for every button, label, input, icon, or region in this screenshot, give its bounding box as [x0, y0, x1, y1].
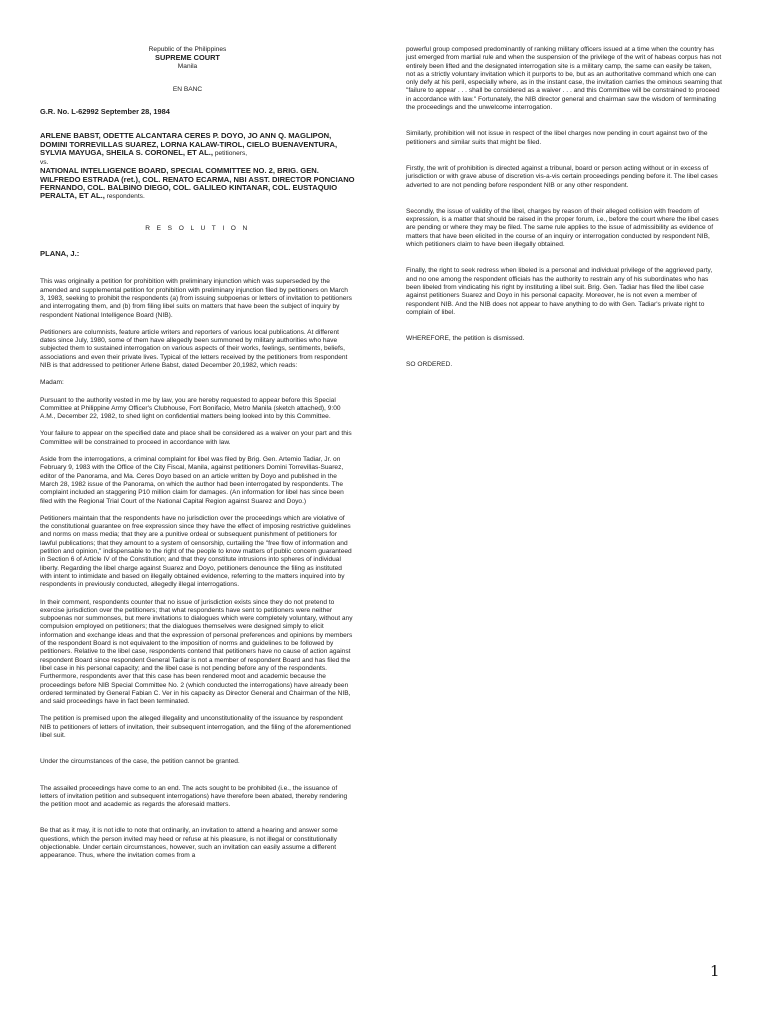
respondents-names: NATIONAL INTELLIGENCE BOARD, SPECIAL COMMITTEE NO. 2, BRIG. GEN. WILFREDO ESTRADA (ret.), COL. RENATO ECARMA, NBI ASST. DIRECTOR PONCIANO FERNANDO, COL. BALBINO DIEGO, COL. GALILEO KINTANAR, COL. EUSTAQUIO PERALTA, ET AL., [40, 166, 355, 201]
right-paragraph: powerful group composed predominantly of ranking military officers issued at a time when the country has just emerged from martial rule and when the suspension of the privilege of the writ of habeas corpus has not entirely been lifted and the designated interrogation site is a military camp, the same can easily be taken, not as a strictly voluntary invitation which it purports to be, but as an authoritative command which one can only defy at his peril, especially where, as in the instant case, the invitation carries the ominous seaming that "failure to appear . . . shall be considered as a waiver . . . and this Committee will be constrained to proceed in accordance with law." Fortunately, the NIB director general and chairman saw the wisdom of terminating the proceedings and the unwelcome interrogation. [406, 46, 722, 112]
court-city: Manila [177, 62, 198, 70]
left-paragraph: Petitioners maintain that the respondents have no jurisdiction over the proceedings which are violative of the constitutional guarantee on free expression since they have the effect of imposing restrictive guidelines and norms on mass media; that they are a punitive ordeal or subsequent punishment of petitioners for lawful publications; that they amount to a system of censorship, curtailing the "free flow of information and petition and opinion," indispensable to the right of the people to know matters of public concern guaranteed in Section 6 of Article IV of the Constitution; and that they constitute intrusions into spheres of individual liberty. Regarding the libel charge against Suarez and Doyo, petitioners denounce the filing as instituted with intent to intimidate and based on illegally obtained evidence, referring to the matters inquired into by respondents in previously conducted, allegedly illegal interrogations. [40, 514, 352, 589]
respondents-role: respondents. [104, 193, 145, 201]
case-parties [40, 132, 355, 201]
right-paragraph: Similarly, prohibition will not issue in respect of the libel charges now pending in court against two of the petitioners and similar suits that might be filed. [406, 130, 708, 146]
left-paragraph: Your failure to appear on the specified date and place shall be considered as a waiver on your part and this Committee will be constrained to proceed in accordance with law. [40, 430, 352, 446]
republic-line: Republic of the Philippines [148, 46, 227, 53]
case-number: G.R. No. L-62992 September 28, 1984 [40, 107, 170, 117]
left-paragraph: Madam: [40, 379, 64, 387]
right-paragraph: Finally, the right to seek redress when libeled is a personal and individual privilege of the aggrieved party, and no one among the respondent officials has the authority to restrain any of his subordinates who has been libeled from vindicating his right by instituting a libel suit. Brig. Gen. Tadiar has filed the libel case against petitioners Suarez and Doyo in his personal capacity. Moreover, he is not even a member of respondent NIB. And the NIB does not appear to have anything to do with Gen. Tadiar's private right to complain of libel. [406, 267, 713, 316]
wherefore-line: WHEREFORE, the petition is dismissed. [406, 335, 525, 343]
left-paragraph: Pursuant to the authority vested in me by law, you are hereby requested to appear before this Special Committee at Philippine Army Officer's Clubhouse, Fort Bonifacio, Metro Manila (sketch attached), 9:00 A.M., December 22, 1982, to shed light on confidential matters being looked into by this Committee. [40, 396, 341, 421]
court-header [20, 46, 355, 71]
page-number: 1 [710, 962, 720, 980]
resolution-heading: R E S O L U T I O N [145, 224, 250, 232]
left-paragraph: Petitioners are columnists, feature article writers and reporters of various local publications. At different dates since July, 1980, some of them have allegedly been summoned by military authorities who have subjected them to sustained interrogation on various aspects of their works, feelings, sentiments, beliefs, associations and even their private lives. Typical of the letters received by the petitioners from respondent NIB is that addressed to petitioner Arlene Babst, dated December 20,1982, which reads: [40, 328, 348, 369]
petitioners-names: ARLENE BABST, ODETTE ALCANTARA CERES P. DOYO, JO ANN Q. MAGLIPON, DOMINI TORREVILLAS SUAREZ, LORNA KALAW-TIROL, CIELO BUENAVENTURA, SYLVIA MAYUGA, SHEILA S. CORONEL, ET AL., [40, 131, 338, 158]
versus-label: vs. [40, 158, 49, 166]
left-column [40, 46, 355, 861]
left-paragraph: Be that as it may, it is not idle to note that ordinarily, an invitation to attend a hearing and answer some questions, which the person invited may heed or refuse at his pleasure, is not illegal or constitutionally objectionable. Under certain circumstances, however, such an invitation can easily assume a different appearance. Thus, where the invitation comes from a [40, 827, 338, 860]
division-label: EN BANC [172, 85, 203, 93]
right-paragraph: Firstly, the writ of prohibition is directed against a tribunal, board or person acting without or in excess of jurisdiction or with grave abuse of discretion vis-a-vis certain proceedings pending before it. The libel cases adverted to are not pending before respondent NIB or any other respondent. [406, 164, 718, 189]
left-paragraph: Under the circumstances of the case, the petition cannot be granted. [40, 758, 240, 766]
left-paragraph: This was originally a petition for prohibition with preliminary injunction which was superseded by the amended and supplemental petition for prohibition with preliminary injunction filed by petitioners on March 3, 1983, seeking to prohibit the respondents (a) from issuing subpoenas or letters of invitation to petitioners and interrogating them, and (b) from filing libel suits on matters that have been the subject of inquiry by respondent National Intelligence Board (NIB). [40, 278, 352, 319]
court-name: SUPREME COURT [155, 53, 220, 63]
author-line: PLANA, J.: [40, 249, 80, 259]
left-paragraph: The assailed proceedings have come to an end. The acts sought to be prohibited (i.e., the issuance of letters of invitation petition and subsequent interrogations) have therefore been abated, thereby rendering the petition moot and academic as regards the aforesaid matters. [40, 784, 348, 809]
left-paragraph: Aside from the interrogations, a criminal complaint for libel was filed by Brig. Gen. Artemio Tadiar, Jr. on February 9, 1983 with the Office of the City Fiscal, Manila, against petitioners Domini Torrevillas-Suarez, editor of the Panorama, and Ma. Ceres Doyo based on an article written by Doyo and published in the March 28, 1982 issue of the Panorama, on which the author had been interrogated by respondents. The complaint included an staggering P10 million claim for damages. (An information for libel has since been filed with the Regional Trial Court of the National Capital Region against Suarez and Doyo.) [40, 456, 344, 505]
right-column [406, 46, 722, 370]
left-paragraph: The petition is premised upon the alleged illegality and unconstitutionality of the issuance by respondent NIB to petitioners of letters of invitation, their subsequent interrogation, and the filing of the aforementioned libel suit. [40, 715, 351, 739]
petitioners-role: petitioners, [212, 150, 248, 158]
so-ordered-line: SO ORDERED. [406, 361, 453, 369]
right-paragraph: Secondly, the issue of validity of the libel, charges by reason of their alleged collision with freedom of expression, is a matter that should be raised in the proper forum, i.e., before the court where the libel cases are pending or where they may be filed. The same rule applies to the issue of admissibility as evidence of matters that have been elicited in the course of an inquiry or interrogation conducted by respondent NIB, which petitioners claim to have been illegally obtained. [406, 207, 719, 249]
left-paragraph: In their comment, respondents counter that no issue of jurisdiction exists since they do not pretend to exercise jurisdiction over the petitioners; that what respondents have sent to petitioners were neither subpoenas nor summonses, but mere invitations to dialogues which were completely voluntary, without any compulsion employed on petitioners; that the dialogues themselves were designed simply to elicit information and exchange ideas and that the expression of personal preferences and opinions by members of the respondent Board is not equivalent to the imposition of norms and guidelines to be followed by petitioners. Relative to the libel case, respondents contend that petitioners have no cause of action against respondent Board since respondent General Tadiar is not a member of respondent Board and has filed the libel case in his personal capacity; and the libel case is not pending before any of the respondents. Furthermore, respondents aver that this case has been rendered moot and academic because the proceedings before NIB Special Committee No. 2 (which conducted the interrogations) have already been ordered terminated by General Fabian C. Ver in his capacity as Director General and Chairman of the NIB, and said proceedings have in fact been terminated. [40, 598, 353, 706]
